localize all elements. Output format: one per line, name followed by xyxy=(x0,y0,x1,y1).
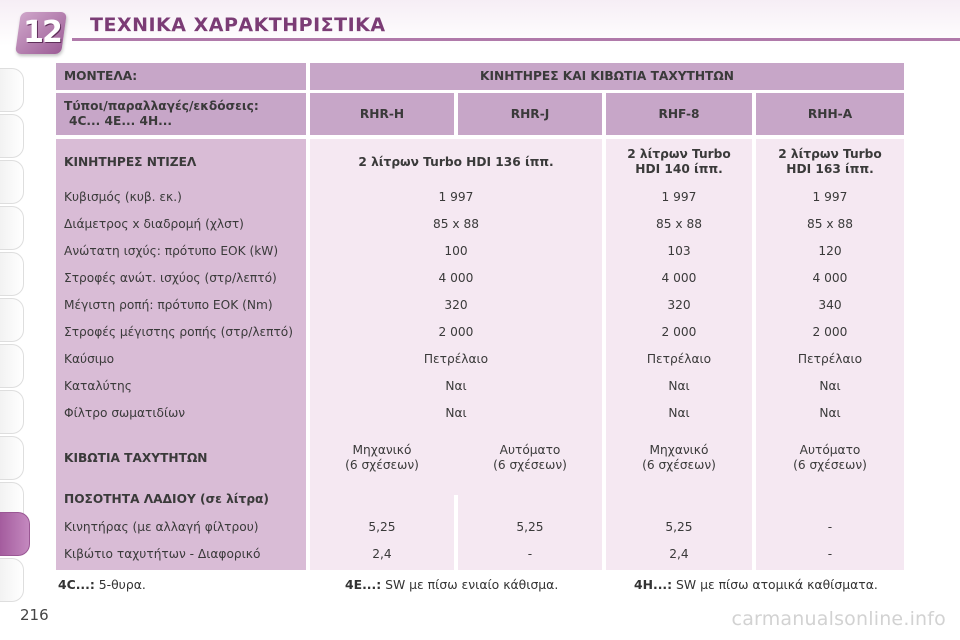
gearbox-ratios: (6 σχέσεων) xyxy=(642,458,716,472)
engine-name-rhr: 2 λίτρων Turbo HDI 136 ίππ. xyxy=(358,154,554,169)
thumb-tab[interactable] xyxy=(0,390,24,434)
spec-value: 1 997 xyxy=(438,190,474,204)
footnote-4c xyxy=(58,577,146,592)
chapter-thumb-tabs xyxy=(0,68,26,588)
spec-value: 2 000 xyxy=(812,325,848,339)
engines-label: ΚΙΝΗΤΗΡΕΣ ΝΤΙΖΕΛ xyxy=(64,154,197,169)
oil-row-label: Κινητήρας (με αλλαγή φίλτρου) xyxy=(64,519,259,534)
spec-value: Πετρέλαιο xyxy=(646,352,712,366)
spec-label: Καταλύτης xyxy=(64,379,132,393)
footnote-text: 5-θυρα. xyxy=(94,577,146,592)
oil-value: 5,25 xyxy=(368,519,396,534)
spec-label: Φίλτρο σωματιδίων xyxy=(64,406,186,420)
oil-row-label: Κιβώτιο ταχυτήτων - Διαφορικό xyxy=(64,546,261,561)
gearbox-value xyxy=(606,434,752,482)
oil-value: 2,4 xyxy=(372,546,392,561)
gearbox-ratios: (6 σχέσεων) xyxy=(493,458,567,472)
footnote-text: SW με πίσω ατομικά καθίσματα. xyxy=(672,577,878,592)
models-row xyxy=(56,63,904,90)
spec-value: 2 000 xyxy=(438,325,474,339)
spec-value: Ναι xyxy=(819,379,841,393)
spec-value: 85 x 88 xyxy=(807,217,853,231)
footnote-4e xyxy=(345,577,558,592)
spec-label: Μέγιστη ροπή: πρότυπο ΕΟΚ (Nm) xyxy=(64,298,273,312)
oil-section xyxy=(56,486,904,570)
footnote-text: SW με πίσω ενιαίο κάθισμα. xyxy=(381,577,559,592)
chapter-title: ΤΕΧΝΙΚΑ ΧΑΡΑΚΤΗΡΙΣΤΙΚΑ xyxy=(90,14,386,36)
thumb-tab[interactable] xyxy=(0,68,24,112)
gearbox-type: Αυτόματο xyxy=(499,443,561,457)
thumb-tab[interactable] xyxy=(0,344,24,388)
oil-value: 5,25 xyxy=(516,519,544,534)
spec-value: Ναι xyxy=(668,379,690,393)
spec-value: 4 000 xyxy=(812,271,848,285)
thumb-tab[interactable] xyxy=(0,298,24,342)
thumb-tab[interactable] xyxy=(0,558,24,602)
header-rule xyxy=(72,38,960,41)
gearbox-ratios: (6 σχέσεων) xyxy=(793,458,867,472)
thumb-tab[interactable] xyxy=(0,436,24,480)
gearbox-type: Μηχανικό xyxy=(352,443,412,457)
gearbox-value xyxy=(756,434,904,482)
gearbox-row xyxy=(56,434,904,482)
oil-value: - xyxy=(827,519,833,534)
variant-header: RHR-H xyxy=(310,93,454,135)
variant-header: RHR-J xyxy=(458,93,602,135)
spec-value: Ναι xyxy=(445,406,467,420)
spec-label: Ανώτατη ισχύς: πρότυπο ΕΟΚ (kW) xyxy=(64,244,279,258)
models-label: ΜΟΝΤΕΛΑ: xyxy=(56,63,306,90)
spec-value: 320 xyxy=(444,298,468,312)
spec-label: Καύσιμο xyxy=(64,352,115,366)
variant-header: RHF-8 xyxy=(606,93,752,135)
gearbox-label: ΚΙΒΩΤΙΑ ΤΑΧΥΤΗΤΩΝ xyxy=(56,434,306,482)
page-number: 216 xyxy=(20,606,49,624)
spec-label: Κυβισμός (κυβ. εκ.) xyxy=(64,190,182,204)
spec-value: Πετρέλαιο xyxy=(797,352,863,366)
spec-value: 1 997 xyxy=(661,190,697,204)
types-label: Τύποι/παραλλαγές/εκδόσεις: xyxy=(64,99,259,113)
variant-header: RHH-A xyxy=(756,93,904,135)
spec-value: 85 x 88 xyxy=(656,217,702,231)
spec-value: Πετρέλαιο xyxy=(423,352,489,366)
spec-value: 4 000 xyxy=(661,271,697,285)
watermark: carmanualsonline.info xyxy=(731,608,946,630)
thumb-tab[interactable] xyxy=(0,114,24,158)
spec-value: 85 x 88 xyxy=(433,217,479,231)
spec-value: 120 xyxy=(818,244,842,258)
thumb-tab[interactable] xyxy=(0,252,24,296)
engine-name-rhf: 2 λίτρων Turbo HDI 140 ίππ. xyxy=(627,147,731,176)
spec-value: Ναι xyxy=(668,406,690,420)
footnote-key: 4E...: xyxy=(345,577,382,592)
types-sub: 4C... 4E... 4H... xyxy=(69,114,173,128)
gearbox-value xyxy=(458,434,602,482)
variants-row xyxy=(56,93,904,135)
oil-label: ΠΟΣΟΤΗΤΑ ΛΑΔΙΟΥ (σε λίτρα) xyxy=(64,491,270,506)
oil-value: - xyxy=(527,546,533,561)
thumb-tab-active[interactable] xyxy=(0,512,30,556)
types-cell xyxy=(56,93,306,135)
gearbox-type: Μηχανικό xyxy=(649,443,709,457)
oil-value: 2,4 xyxy=(669,546,689,561)
gearbox-type: Αυτόματο xyxy=(799,443,861,457)
thumb-tab[interactable] xyxy=(0,160,24,204)
spec-value: Ναι xyxy=(445,379,467,393)
spec-label: Στροφές μέγιστης ροπής (στρ/λεπτό) xyxy=(64,325,294,339)
spec-value: 320 xyxy=(667,298,691,312)
gearbox-ratios: (6 σχέσεων) xyxy=(345,458,419,472)
spec-value: Ναι xyxy=(819,406,841,420)
spec-value: 4 000 xyxy=(438,271,474,285)
footnote-4h xyxy=(634,577,878,592)
spec-value: 1 997 xyxy=(812,190,848,204)
oil-value: - xyxy=(827,546,833,561)
spec-value: 340 xyxy=(818,298,842,312)
spec-value: 100 xyxy=(444,244,468,258)
engine-name-rhh: 2 λίτρων Turbo HDI 163 ίππ. xyxy=(778,147,882,176)
footnote-key: 4H...: xyxy=(634,577,673,592)
spec-label: Στροφές ανώτ. ισχύος (στρ/λεπτό) xyxy=(64,271,277,285)
oil-value: 5,25 xyxy=(665,519,693,534)
spec-value: 103 xyxy=(667,244,691,258)
engines-gearbox-title: ΚΙΝΗΤΗΡΕΣ ΚΑΙ ΚΙΒΩΤΙΑ ΤΑΧΥΤΗΤΩΝ xyxy=(310,63,904,90)
spec-label: Διάμετρος x διαδρομή (χλστ) xyxy=(64,217,244,231)
thumb-tab[interactable] xyxy=(0,206,24,250)
gearbox-value xyxy=(310,434,454,482)
chapter-number: 12 xyxy=(23,15,61,50)
spec-value: 2 000 xyxy=(661,325,697,339)
footnote-key: 4C...: xyxy=(58,577,95,592)
